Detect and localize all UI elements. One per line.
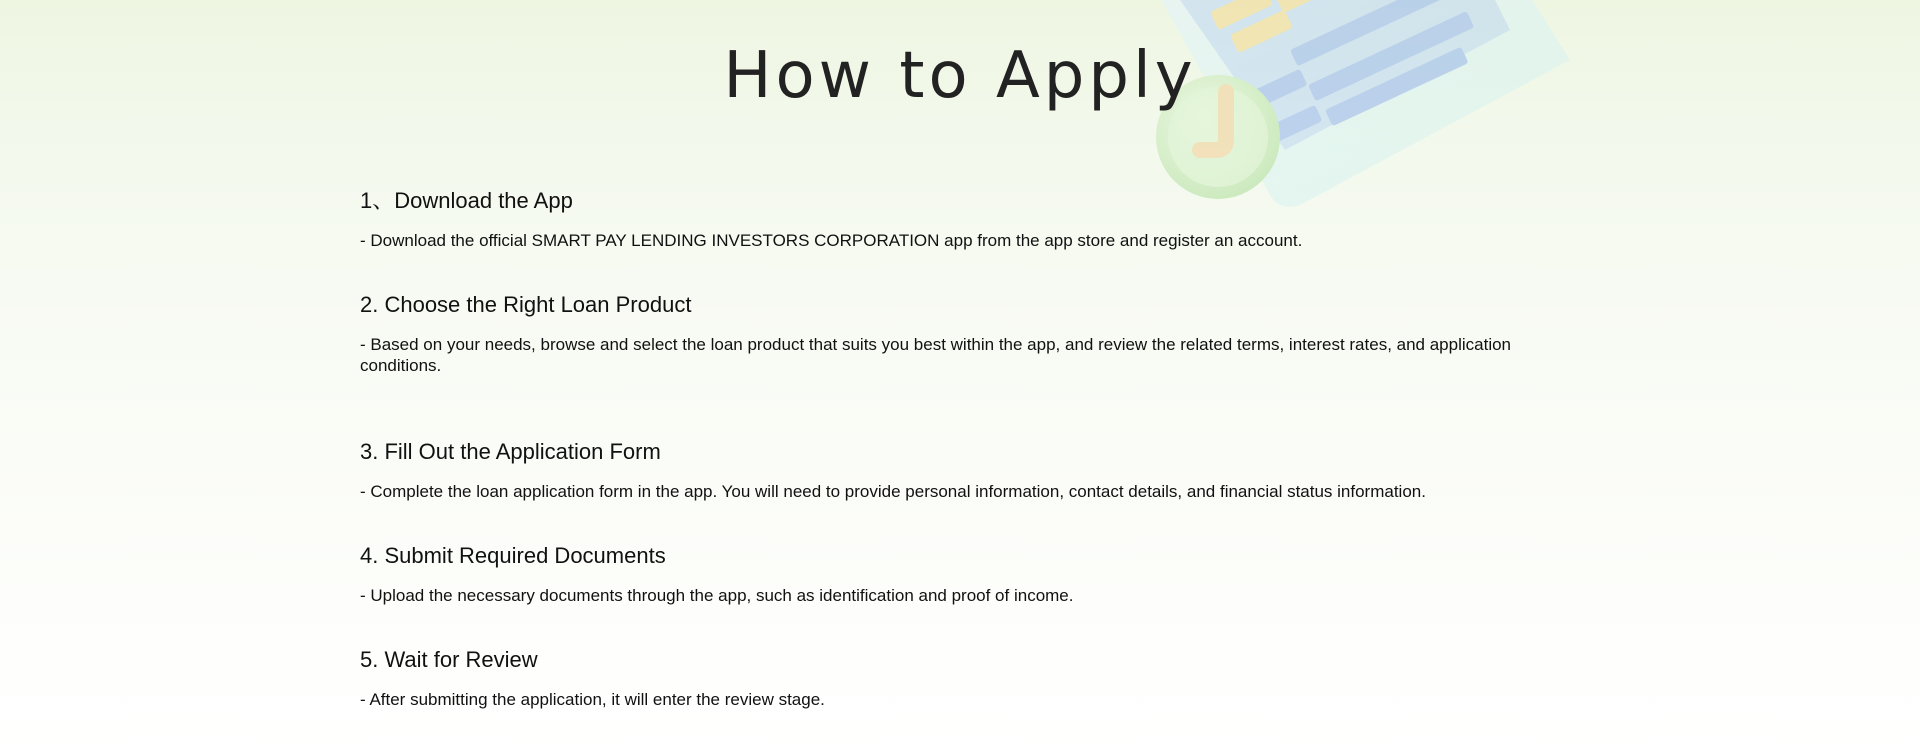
step-description: - Upload the necessary documents through the app, such as identification and proof of income. (360, 586, 1074, 605)
step-description: - Based on your needs, browse and select the loan product that suits you best within the app, and review the related terms, interest rates, and application conditions. (360, 335, 1512, 375)
step-heading: 5. Wait for Review (360, 647, 538, 672)
step-choose-loan-product (360, 290, 1560, 376)
step-fill-application-form (360, 437, 1560, 502)
step-heading: 2. Choose the Right Loan Product (360, 292, 692, 317)
step-description: - Complete the loan application form in the app. You will need to provide personal information, contact details, and financial status information. (360, 482, 1426, 501)
steps-list (360, 186, 1560, 710)
step-description: - After submitting the application, it will enter the review stage. (360, 690, 825, 709)
step-download-app (360, 186, 1560, 251)
step-description: - Download the official SMART PAY LENDING INVESTORS CORPORATION app from the app store and register an account. (360, 231, 1303, 250)
step-wait-for-review (360, 645, 1560, 710)
step-heading: 4. Submit Required Documents (360, 543, 666, 568)
page-title: How to Apply (723, 39, 1197, 113)
step-submit-documents (360, 541, 1560, 606)
step-heading: 1、Download the App (360, 188, 573, 213)
step-heading: 3. Fill Out the Application Form (360, 439, 661, 464)
